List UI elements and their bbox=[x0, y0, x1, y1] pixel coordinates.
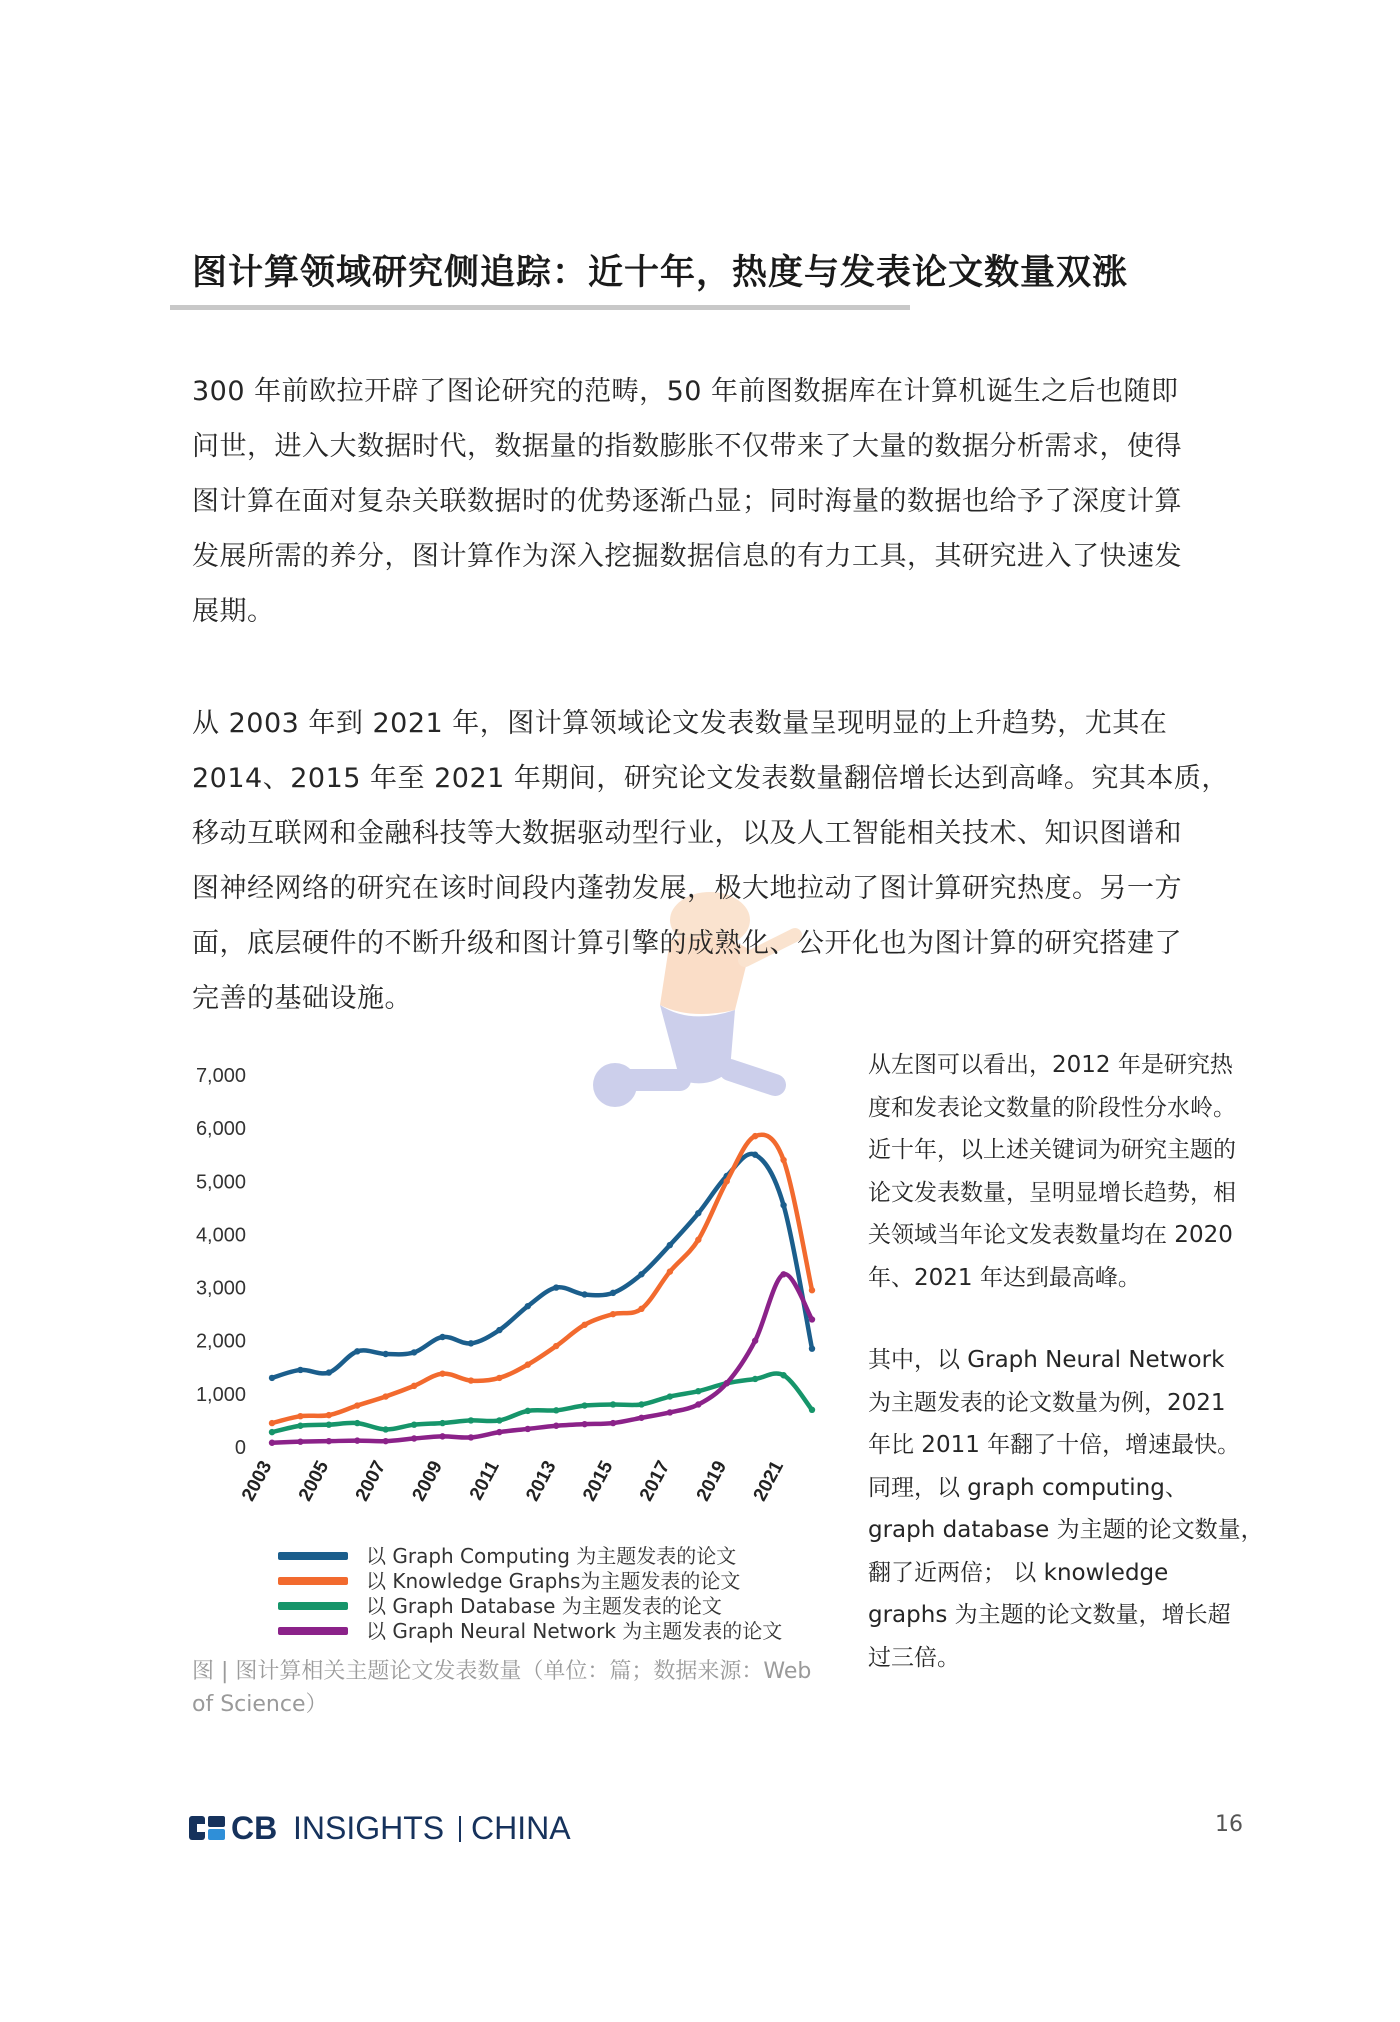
side-line: 度和发表论文数量的阶段性分水岭。 bbox=[868, 1094, 1236, 1121]
data-point bbox=[780, 1271, 786, 1277]
data-point bbox=[411, 1349, 417, 1355]
page-number: 16 bbox=[1215, 1812, 1243, 1837]
data-point bbox=[581, 1402, 587, 1408]
data-point bbox=[809, 1287, 815, 1293]
legend-label: 以 Graph Neural Network 为主题发表的论文 bbox=[366, 1619, 783, 1643]
data-point bbox=[354, 1348, 360, 1354]
data-point bbox=[326, 1369, 332, 1375]
side-line: 年比 2011 年翻了十倍，增速最快。 bbox=[868, 1432, 1241, 1458]
legend-swatch bbox=[278, 1577, 348, 1585]
side-line: 关领域当年论文发表数量均在 2020 bbox=[868, 1222, 1233, 1248]
legend-label: 以 Graph Computing 为主题发表的论文 bbox=[366, 1544, 737, 1568]
legend-swatch bbox=[278, 1627, 348, 1635]
paragraph-line: 发展所需的养分，图计算作为深入挖掘数据信息的有力工具，其研究进入了快速发 bbox=[192, 541, 1182, 572]
series-line-0 bbox=[272, 1154, 812, 1378]
logo-text-china: CHINA bbox=[471, 1810, 571, 1846]
data-point bbox=[695, 1401, 701, 1407]
data-point bbox=[695, 1210, 701, 1216]
x-tick-label: 2007 bbox=[351, 1457, 391, 1505]
side-line: 为主题发表的论文数量为例，2021 bbox=[868, 1389, 1226, 1416]
data-point bbox=[610, 1311, 616, 1317]
paragraph-line: 完善的基础设施。 bbox=[192, 983, 412, 1014]
data-point bbox=[326, 1438, 332, 1444]
x-tick-label: 2003 bbox=[238, 1457, 277, 1505]
logo-divider bbox=[459, 1816, 461, 1842]
data-point bbox=[468, 1434, 474, 1440]
data-point bbox=[326, 1421, 332, 1427]
data-point bbox=[581, 1322, 587, 1328]
paragraph-line: 图神经网络的研究在该时间段内蓬勃发展，极大地拉动了图计算研究热度。另一方 bbox=[192, 873, 1182, 904]
logo-text-cb: CB bbox=[231, 1810, 278, 1846]
data-point bbox=[496, 1429, 502, 1435]
y-tick-label: 4,000 bbox=[195, 1224, 246, 1247]
data-point bbox=[724, 1178, 730, 1184]
x-tick-label: 2017 bbox=[635, 1457, 675, 1505]
side-line: 其中，以 Graph Neural Network bbox=[868, 1347, 1225, 1373]
side-line: 论文发表数量，呈明显增长趋势，相 bbox=[868, 1179, 1236, 1206]
data-point bbox=[553, 1343, 559, 1349]
data-point bbox=[468, 1377, 474, 1383]
data-point bbox=[610, 1290, 616, 1296]
data-point bbox=[468, 1417, 474, 1423]
data-point bbox=[667, 1409, 673, 1415]
data-point bbox=[382, 1351, 388, 1357]
data-point bbox=[411, 1435, 417, 1441]
chart-container bbox=[150, 1055, 850, 1505]
data-point bbox=[667, 1268, 673, 1274]
data-point bbox=[553, 1284, 559, 1290]
data-point bbox=[382, 1393, 388, 1399]
data-point bbox=[525, 1426, 531, 1432]
y-tick-label: 6,000 bbox=[195, 1118, 246, 1141]
data-point bbox=[695, 1237, 701, 1243]
cbinsights-mark-icon bbox=[189, 1816, 225, 1840]
data-point bbox=[382, 1426, 388, 1432]
data-point bbox=[553, 1407, 559, 1413]
data-point bbox=[752, 1133, 758, 1139]
data-point bbox=[525, 1303, 531, 1309]
legend-label: 以 Knowledge Graphs为主题发表的论文 bbox=[366, 1569, 741, 1593]
y-tick-label: 0 bbox=[234, 1437, 246, 1459]
side-note-watershed bbox=[868, 1044, 1268, 1299]
data-point bbox=[354, 1437, 360, 1443]
paragraph-line: 2014、2015 年至 2021 年期间，研究论文发表数量翻倍增长达到高峰。究其本质， bbox=[192, 763, 1229, 794]
paragraph-line: 展期。 bbox=[192, 596, 275, 627]
side-line: 同理，以 graph computing、 bbox=[868, 1474, 1188, 1501]
data-point bbox=[269, 1420, 275, 1426]
data-point bbox=[439, 1433, 445, 1439]
side-line: 从左图可以看出，2012 年是研究热 bbox=[868, 1052, 1233, 1078]
data-point bbox=[638, 1271, 644, 1277]
data-point bbox=[780, 1202, 786, 1208]
side-note-gnn bbox=[868, 1339, 1268, 1679]
paragraph-line: 问世，进入大数据时代，数据量的指数膨胀不仅带来了大量的数据分析需求，使得 bbox=[192, 431, 1182, 462]
legend-swatch bbox=[278, 1552, 348, 1560]
y-tick-label: 3,000 bbox=[195, 1277, 246, 1300]
y-tick-label: 1,000 bbox=[195, 1383, 246, 1406]
data-point bbox=[724, 1380, 730, 1386]
x-tick-label: 2021 bbox=[749, 1457, 788, 1505]
data-point bbox=[269, 1429, 275, 1435]
data-point bbox=[638, 1401, 644, 1407]
data-point bbox=[809, 1407, 815, 1413]
data-point bbox=[411, 1383, 417, 1389]
y-tick-label: 7,000 bbox=[195, 1065, 246, 1087]
data-point bbox=[496, 1417, 502, 1423]
data-point bbox=[780, 1372, 786, 1378]
data-point bbox=[752, 1152, 758, 1158]
data-point bbox=[269, 1440, 275, 1446]
data-point bbox=[297, 1413, 303, 1419]
legend-swatch bbox=[278, 1602, 348, 1610]
data-point bbox=[354, 1402, 360, 1408]
side-line: 近十年，以上述关键词为研究主题的 bbox=[868, 1137, 1236, 1163]
data-point bbox=[326, 1412, 332, 1418]
data-point bbox=[525, 1361, 531, 1367]
side-line: graph database 为主题的论文数量， bbox=[868, 1517, 1264, 1543]
data-point bbox=[780, 1157, 786, 1163]
x-tick-label: 2005 bbox=[294, 1457, 334, 1505]
data-point bbox=[439, 1334, 445, 1340]
side-line: 年、2021 年达到最高峰。 bbox=[868, 1264, 1141, 1291]
data-point bbox=[752, 1338, 758, 1344]
data-point bbox=[667, 1242, 673, 1248]
side-line: graphs 为主题的论文数量，增长超 bbox=[868, 1602, 1231, 1628]
paragraph-line: 图计算在面对复杂关联数据时的优势逐渐凸显；同时海量的数据也给予了深度计算 bbox=[192, 486, 1182, 517]
data-point bbox=[297, 1423, 303, 1429]
data-point bbox=[439, 1420, 445, 1426]
data-point bbox=[581, 1421, 587, 1427]
data-point bbox=[610, 1401, 616, 1407]
data-point bbox=[752, 1376, 758, 1382]
paragraph-line: 面，底层硬件的不断升级和图计算引擎的成熟化、公开化也为图计算的研究搭建了 bbox=[192, 928, 1182, 959]
data-point bbox=[496, 1327, 502, 1333]
data-point bbox=[382, 1438, 388, 1444]
paragraph-intro bbox=[192, 364, 1232, 639]
data-point bbox=[468, 1340, 474, 1346]
x-tick-label: 2013 bbox=[522, 1457, 561, 1505]
data-point bbox=[439, 1370, 445, 1376]
section-title: 图计算领域研究侧追踪：近十年，热度与发表论文数量双涨 bbox=[192, 253, 1129, 293]
legend-label: 以 Graph Database 为主题发表的论文 bbox=[366, 1594, 722, 1618]
series-line-2 bbox=[272, 1373, 812, 1432]
x-tick-label: 2011 bbox=[465, 1457, 504, 1504]
data-point bbox=[525, 1408, 531, 1414]
side-line: 过三倍。 bbox=[868, 1644, 960, 1671]
data-point bbox=[695, 1388, 701, 1394]
data-point bbox=[553, 1423, 559, 1429]
data-point bbox=[354, 1420, 360, 1426]
paragraph-line: 从 2003 年到 2021 年，图计算领域论文发表数量呈现明显的上升趋势，尤其在 bbox=[192, 708, 1168, 739]
data-point bbox=[297, 1367, 303, 1373]
data-point bbox=[411, 1421, 417, 1427]
line-chart bbox=[150, 1055, 850, 1505]
data-point bbox=[297, 1438, 303, 1444]
paragraph-line: 300 年前欧拉开辟了图论研究的范畴，50 年前图数据库在计算机诞生之后也随即 bbox=[192, 376, 1179, 407]
data-point bbox=[581, 1291, 587, 1297]
paragraph-line: 移动互联网和金融科技等大数据驱动型行业，以及人工智能相关技术、知识图谱和 bbox=[192, 818, 1182, 849]
paragraph-trend bbox=[192, 696, 1232, 1026]
logo-text-insights: INSIGHTS bbox=[293, 1810, 445, 1846]
side-line: 翻了近两倍； 以 knowledge bbox=[868, 1559, 1169, 1586]
data-point bbox=[610, 1420, 616, 1426]
x-tick-label: 2015 bbox=[579, 1457, 618, 1505]
x-tick-label: 2019 bbox=[692, 1457, 732, 1505]
data-point bbox=[667, 1393, 673, 1399]
y-tick-label: 5,000 bbox=[195, 1171, 246, 1194]
chart-caption: 图 | 图计算相关主题论文发表数量（单位：篇；数据来源：Web of Science） bbox=[192, 1659, 812, 1717]
data-point bbox=[809, 1316, 815, 1322]
data-point bbox=[638, 1415, 644, 1421]
title-underline bbox=[170, 305, 910, 310]
data-point bbox=[638, 1306, 644, 1312]
data-point bbox=[269, 1375, 275, 1381]
x-tick-label: 2009 bbox=[408, 1457, 447, 1505]
data-point bbox=[496, 1375, 502, 1381]
data-point bbox=[809, 1345, 815, 1351]
y-tick-label: 2,000 bbox=[195, 1330, 246, 1353]
